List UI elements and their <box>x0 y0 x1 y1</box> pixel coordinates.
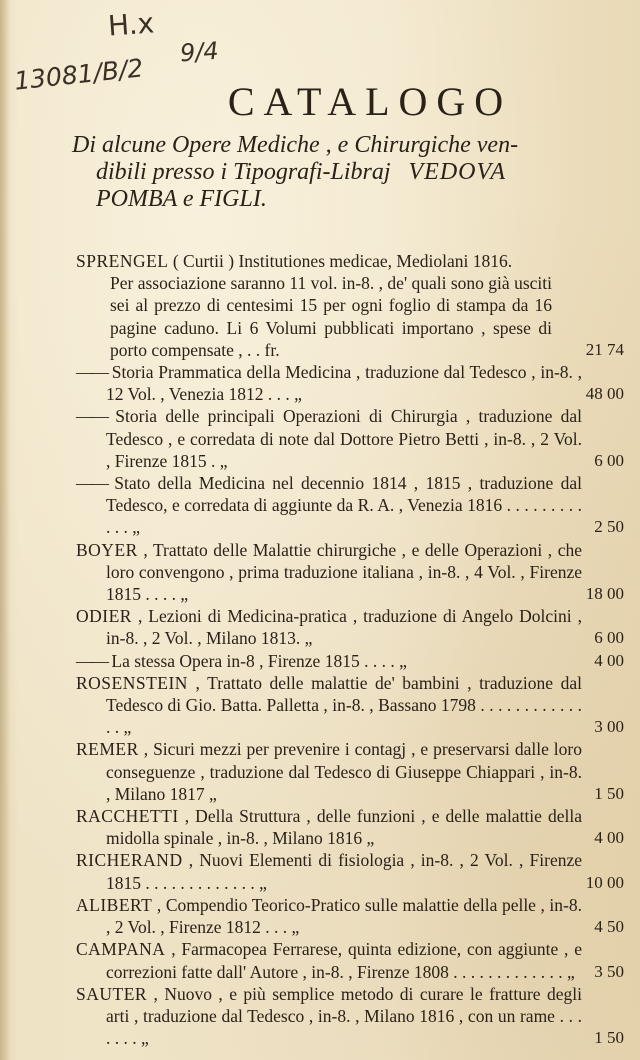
page-subtitle <box>72 132 632 213</box>
entry-description: Storia delle principali Operazioni di Chirurgia , traduzione dal Tedesco , e corredata di note dal Dottore Pietro Betti , in-8. , 2 Vol. , Firenze 1815 . „ <box>106 406 582 471</box>
entry-price: 2 50 <box>594 517 624 537</box>
catalog-entry <box>0 250 640 272</box>
entry-text <box>76 894 582 938</box>
catalog-entry <box>0 738 640 805</box>
entry-price: 3 00 <box>594 717 624 737</box>
handwritten-shelfmark: 13081/B/2 <box>12 53 145 96</box>
entry-text <box>76 672 582 739</box>
entry-text <box>76 805 582 849</box>
entry-description: Storia Prammatica della Medicina , traduzione dal Tedesco , in-8. , 12 Vol. , Venezia 1812 . . . „ <box>106 362 582 405</box>
entry-description: Stato della Medicina nel decennio 1814 , 1815 , traduzione dal Tedesco, e corredata di aggiunte da R. A. , Venezia 1816 . . . . . . . . . . . . „ <box>106 473 582 538</box>
entry-text <box>76 472 582 539</box>
entry-price: 4 50 <box>594 917 624 937</box>
entry-author: REMER <box>76 739 139 760</box>
entry-description: , Della Struttura , delle funzioni , e delle malattie della midolla spinale , in-8. , Milano 1816 „ <box>106 806 582 849</box>
entry-price: 6 00 <box>594 450 624 470</box>
entry-author: SPRENGEL <box>76 251 169 271</box>
entry-description: , Trattato delle Malattie chirurgiche , e delle Operazioni , che loro convengono , prima traduzione italiana , in-8. , 4 Vol. , Firenze 1815 . . . . „ <box>106 539 582 605</box>
entry-author: RACCHETTI <box>76 806 179 827</box>
entry-text <box>76 405 582 472</box>
entry-author: BOYER <box>76 539 138 560</box>
subtitle-line-2-text: dibili presso i Tipografi-Libraj <box>96 159 391 185</box>
catalog-entry <box>0 272 640 361</box>
catalog-entry <box>0 361 640 405</box>
catalog-entry <box>0 938 640 982</box>
entry-author: —— <box>76 650 107 671</box>
entry-price: 1 50 <box>594 1028 624 1048</box>
entry-author: RICHERAND <box>76 850 183 871</box>
entry-price: 18 00 <box>585 584 624 604</box>
entry-text <box>76 938 582 982</box>
entry-price: 48 00 <box>585 384 624 404</box>
entry-price: 4 00 <box>594 650 624 670</box>
entry-author: ODIER <box>76 606 132 627</box>
entry-description: Per associazione saranno 11 vol. in-8. , de' quali sono già usciti sei al prezzo di centesimi 15 per ogni foglio di stampa da 16 pagine caduno. Li 6 Volumi pubblicati importano , spese di porto compensate , . . fr. <box>110 273 552 360</box>
entry-price: 21 74 <box>585 339 624 359</box>
catalog-entry <box>0 650 640 672</box>
entry-text <box>76 849 582 893</box>
page-title: CATALOGO <box>227 79 513 124</box>
entry-price: 1 50 <box>594 783 624 803</box>
entry-author: ALIBERT <box>76 894 153 915</box>
catalog-entries <box>0 250 640 1049</box>
entry-author: CAMPANA <box>76 939 166 960</box>
entry-text <box>76 983 582 1050</box>
handwritten-number: 9/4 <box>179 36 220 68</box>
subtitle-line-1: Di alcune Opere Mediche , e Chirurgiche ven- <box>72 132 519 158</box>
subtitle-publisher-caps: VEDOVA <box>408 159 507 185</box>
catalog-entry <box>0 894 640 938</box>
catalog-entry <box>0 983 640 1050</box>
entry-description: , Compendio Teorico-Pratico sulle malattie della pelle , in-8. , 2 Vol. , Firenze 1812 . . . „ <box>106 894 582 938</box>
entry-text <box>76 361 582 405</box>
catalog-entry <box>0 849 640 893</box>
entry-price: 10 00 <box>585 872 624 892</box>
entry-text <box>76 250 582 272</box>
entry-description: , Nuovi Elementi di fisiologia , in-8. , 2 Vol. , Firenze 1815 . . . . . . . . . . . . . „ <box>106 850 582 893</box>
entry-author: —— <box>76 362 107 383</box>
entry-description: , Trattato delle malattie de' bambini , traduzione dal Tedesco di Gio. Batta. Palletta , in-8. , Bassano 1798 . . . . . . . . . . . . . . „ <box>106 672 582 738</box>
catalog-entry <box>0 472 640 539</box>
handwritten-mark-top: H.x <box>106 6 156 43</box>
catalog-entry <box>0 672 640 739</box>
entry-description: ( Curtii ) Institutiones medicae, Mediolani 1816. <box>168 251 513 271</box>
entry-text <box>76 605 582 649</box>
entry-text <box>110 272 552 361</box>
catalog-entry <box>0 405 640 472</box>
catalog-entry <box>0 805 640 849</box>
subtitle-line-3: POMBA e FIGLI. <box>96 186 267 212</box>
entry-description: , Lezioni di Medicina-pratica , traduzione di Angelo Dolcini , in-8. , 2 Vol. , Milano 1813. „ <box>106 606 582 649</box>
entry-price: 4 00 <box>594 828 624 848</box>
subtitle-line-2 <box>72 159 632 186</box>
catalog-entry <box>0 539 640 606</box>
entry-text <box>76 539 582 606</box>
entry-author: —— <box>76 473 107 494</box>
entry-author: SAUTER <box>76 983 148 1004</box>
entry-text <box>76 738 582 805</box>
entry-description: La stessa Opera in-8 , Firenze 1815 . . . . „ <box>107 650 407 671</box>
entry-price: 6 00 <box>594 628 624 648</box>
entry-author: ROSENSTEIN <box>76 672 188 693</box>
entry-text <box>76 650 582 672</box>
entry-description: , Nuovo , e più semplice metodo di curare le fratture degli arti , traduzione dal Tedesco , in-8. , Milano 1816 , con un rame . . . . . . . „ <box>106 983 582 1049</box>
entry-description: , Farmacopea Ferrarese, quinta edizione, con aggiunte , e correzioni fatte dall' Autore , in-8. , Firenze 1808 . . . . . . . . . . . . . „ <box>106 939 582 982</box>
entry-description: , Sicuri mezzi per prevenire i contagj , e preservarsi dalle loro conseguenze , traduzione dal Tedesco di Giuseppe Chiappari , in-8. , Milano 1817 „ <box>106 739 582 804</box>
entry-price: 3 50 <box>594 961 624 981</box>
entry-author: —— <box>76 406 107 427</box>
catalog-entry <box>0 605 640 649</box>
